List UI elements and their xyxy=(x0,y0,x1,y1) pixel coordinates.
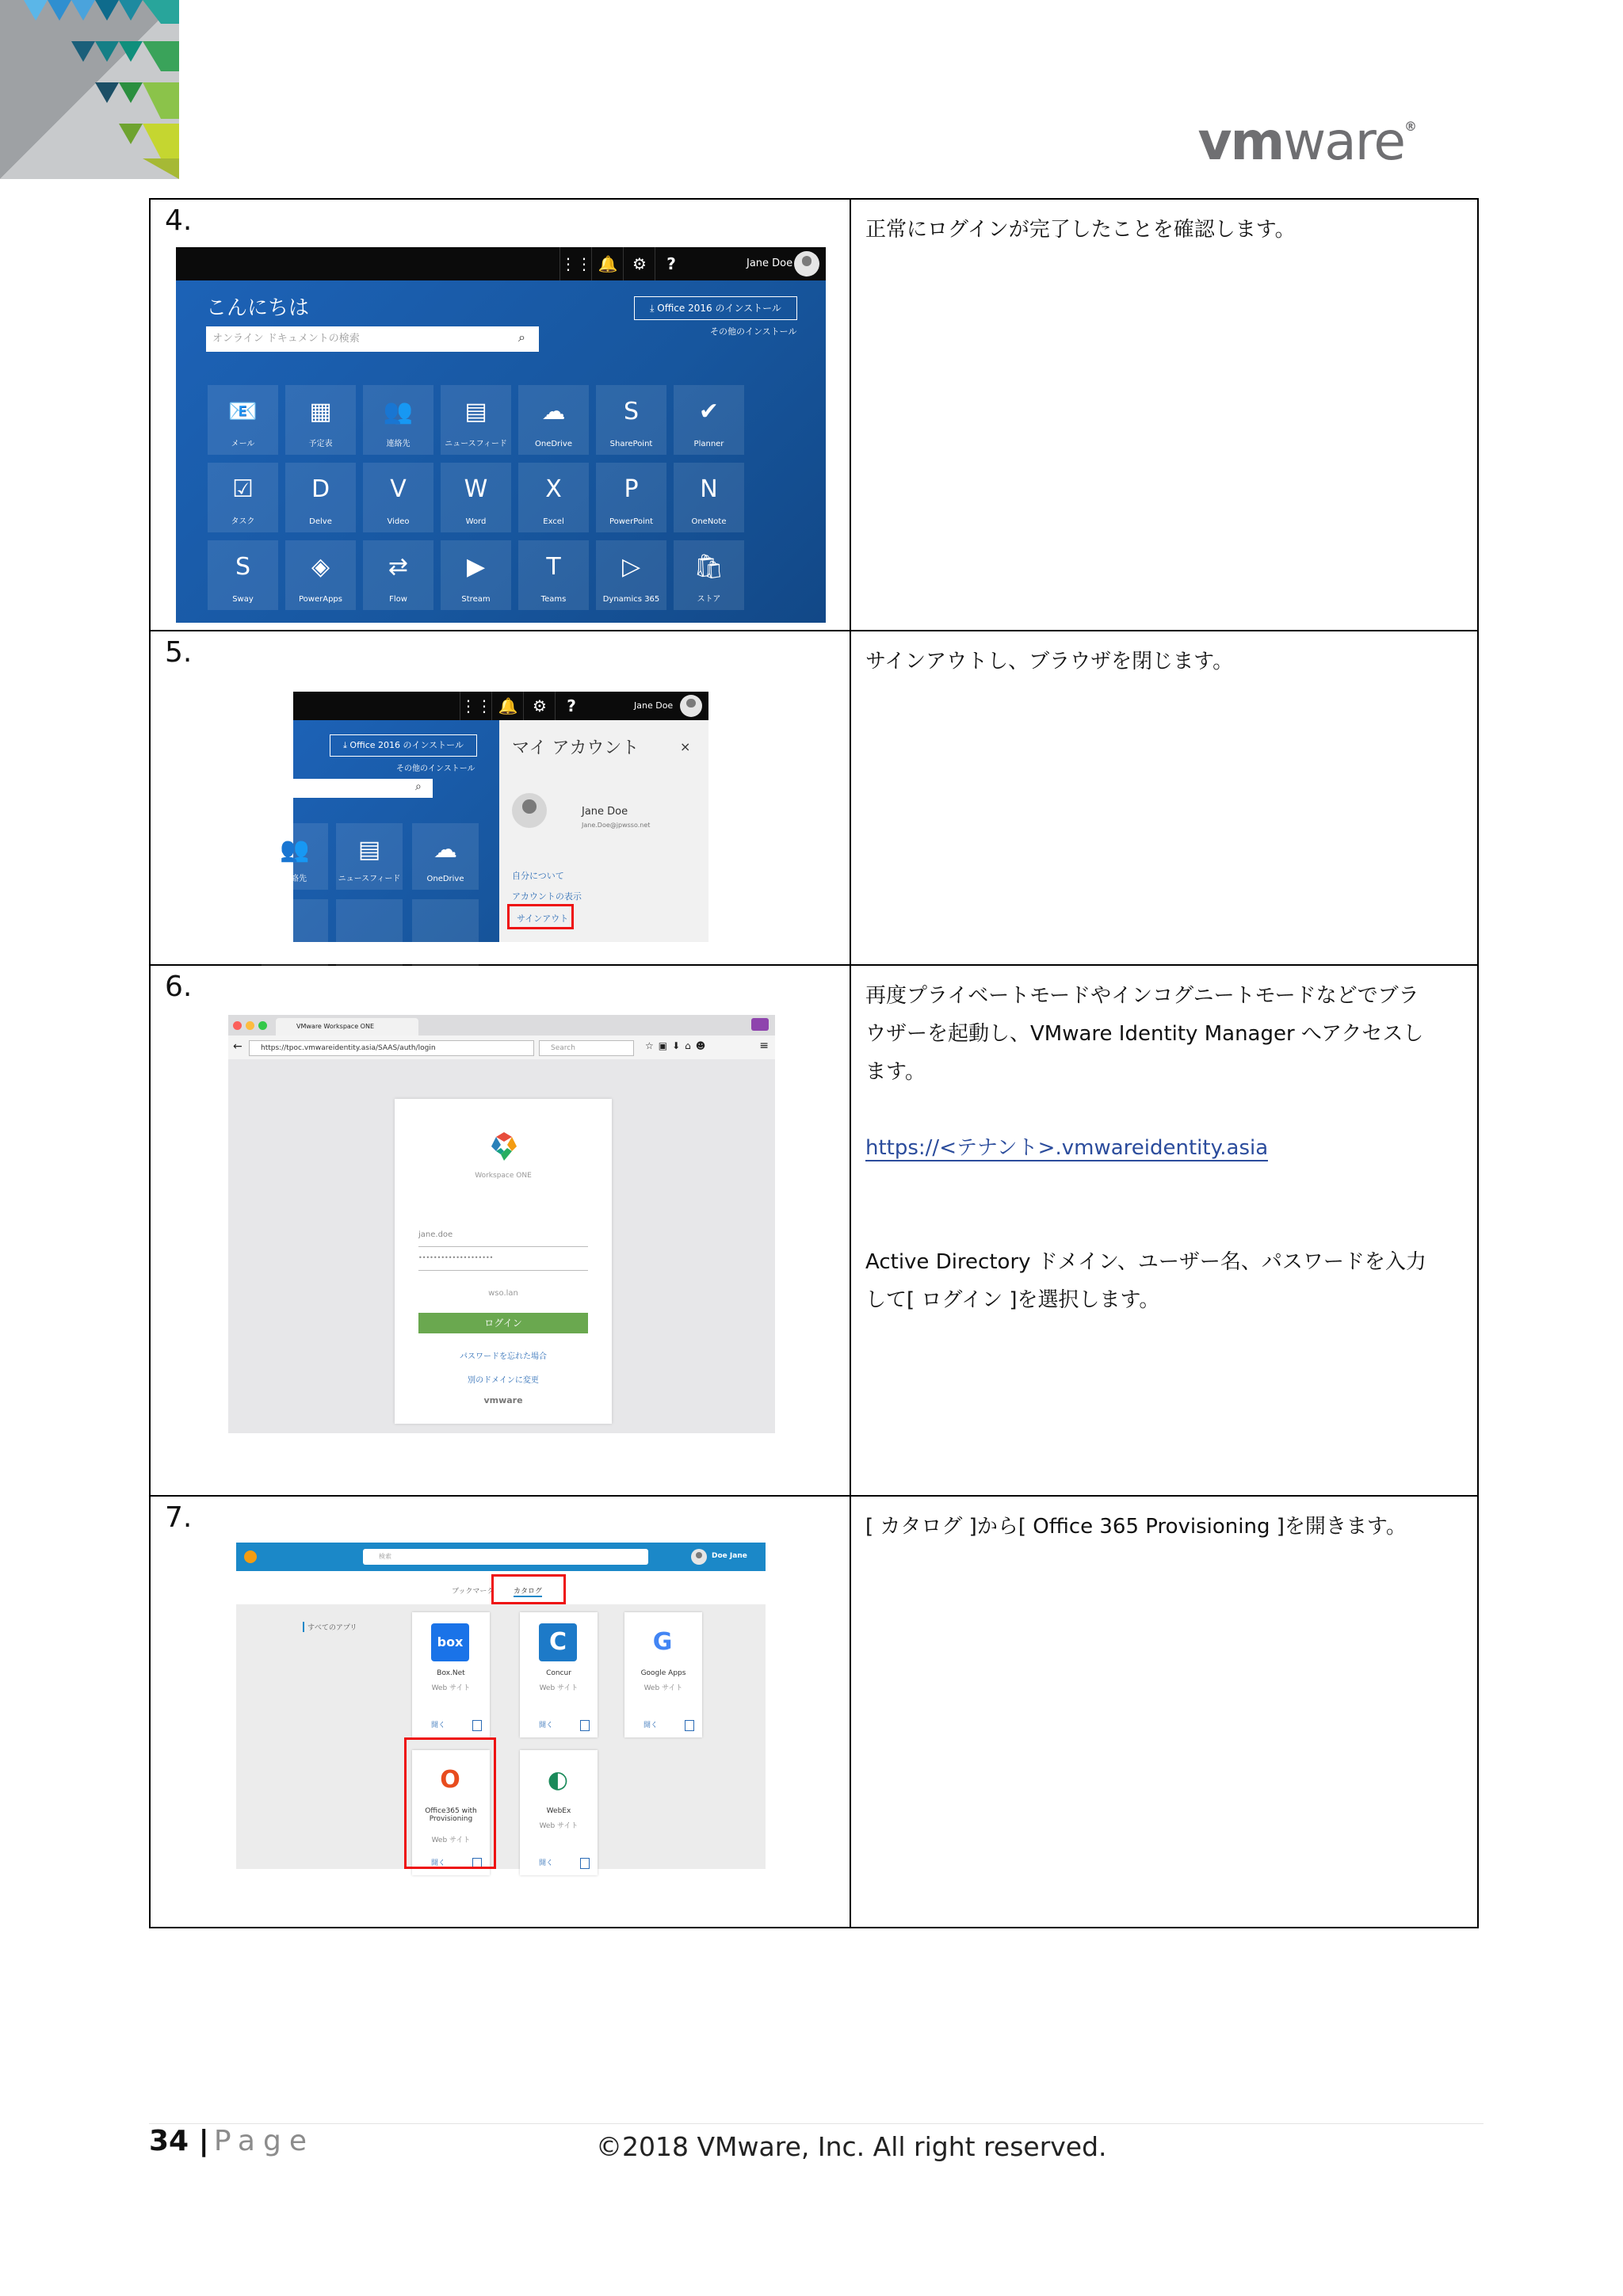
app-card[interactable] xyxy=(520,1612,598,1737)
tile-Sway[interactable] xyxy=(208,540,278,610)
tile-label: Delve xyxy=(309,517,332,526)
app-type: Web サイト xyxy=(539,1684,579,1692)
step-4-screenshot-cell xyxy=(150,199,850,631)
search-icon[interactable]: ⌕ xyxy=(518,330,525,345)
dynamics-icon: ▷ xyxy=(621,553,641,581)
store-icon: 🛍 xyxy=(693,553,724,581)
app-launcher-icon[interactable]: ⋮⋮ xyxy=(460,692,492,720)
forgot-password-link[interactable]: パスワードを忘れた場合 xyxy=(460,1352,547,1361)
tile-連絡先[interactable] xyxy=(363,385,433,455)
video-tile[interactable] xyxy=(412,899,479,966)
address-bar-row xyxy=(228,1035,775,1059)
browser-search-field[interactable]: Search xyxy=(539,1040,634,1056)
tile-Excel[interactable] xyxy=(518,463,589,532)
workspace-top-bar xyxy=(236,1543,766,1571)
toolbar-icons[interactable]: ☆▣⬇⌂☻ xyxy=(645,1040,711,1051)
office-icon: O xyxy=(431,1761,469,1799)
sway-icon: S xyxy=(235,553,251,581)
highlight-box xyxy=(491,1574,566,1604)
tile-Delve[interactable] xyxy=(285,463,356,532)
tile-label: OneDrive xyxy=(426,875,464,883)
tile-label: タスク xyxy=(231,517,255,526)
bell-icon[interactable]: 🔔 xyxy=(491,692,524,720)
delve-icon: D xyxy=(311,475,330,503)
help-icon[interactable]: ? xyxy=(655,247,687,280)
step-5-text-cell xyxy=(850,631,1478,965)
step-6-screenshot-cell xyxy=(150,965,850,1496)
vmware-corner-graphic xyxy=(0,0,179,179)
password-field[interactable]: •••••••••••••••••••• xyxy=(418,1254,588,1271)
step-5-text: サインアウトし、ブラウザを閉じます。 xyxy=(865,650,1234,673)
app-card[interactable] xyxy=(624,1612,702,1737)
step-number: 7. xyxy=(165,1501,193,1534)
app-type: Web サイト xyxy=(539,1822,579,1830)
tile-Flow[interactable] xyxy=(363,540,433,610)
open-button[interactable]: 開く xyxy=(431,1722,446,1730)
account-name: Jane Doe xyxy=(582,806,628,818)
step-4-text-cell xyxy=(850,199,1478,631)
other-install-link[interactable]: その他のインストール xyxy=(710,326,797,337)
user-name[interactable]: Jane Doe xyxy=(634,700,674,711)
word-icon: W xyxy=(464,475,488,503)
my-account-panel xyxy=(499,720,708,942)
bookmark-icon[interactable] xyxy=(472,1720,482,1731)
step-row-6 xyxy=(150,965,1478,1496)
copyright-notice: ©2018 VMware, Inc. All right reserved. xyxy=(596,2131,1107,2162)
about-me-link[interactable]: 自分について xyxy=(512,871,564,881)
step-row-4 xyxy=(150,199,1478,631)
tile-label: Stream xyxy=(461,595,491,604)
tasks-tile[interactable] xyxy=(262,899,328,966)
workspace-one-logo-icon xyxy=(488,1131,520,1162)
avatar xyxy=(512,793,547,828)
step-row-7 xyxy=(150,1496,1478,1928)
maximize-window-icon[interactable] xyxy=(258,1021,267,1030)
people-icon: 👥 xyxy=(383,398,414,425)
google-icon: G xyxy=(643,1623,682,1661)
newsfeed-icon: ▤ xyxy=(464,398,487,425)
tasks-icon: ☑ xyxy=(232,475,254,503)
top-bar xyxy=(176,247,826,280)
tile-label: 予定表 xyxy=(308,440,333,448)
tile-label: OneDrive xyxy=(534,440,573,448)
login-button[interactable]: ログイン xyxy=(418,1313,588,1333)
greeting: こんにちは xyxy=(206,296,310,320)
app-type: Web サイト xyxy=(643,1684,683,1692)
tile-ニュースフィード[interactable] xyxy=(336,823,403,890)
app-type: Web サイト xyxy=(431,1836,471,1844)
close-window-icon[interactable] xyxy=(233,1021,242,1030)
browser-tab[interactable]: VMware Workspace ONE xyxy=(276,1018,418,1035)
vmware-logo: vmware® xyxy=(1197,111,1415,172)
help-icon[interactable]: ? xyxy=(555,692,587,720)
user-name[interactable]: Jane Doe xyxy=(747,257,793,269)
step-5-screenshot-cell xyxy=(150,631,850,965)
tile-label: ニュースフィード xyxy=(338,875,401,883)
tile-Stream[interactable] xyxy=(441,540,511,610)
app-card[interactable] xyxy=(412,1612,490,1737)
teams-icon: T xyxy=(546,553,561,581)
office365-portal-screenshot xyxy=(176,247,826,623)
app-name: Concur xyxy=(546,1669,571,1677)
tile-連絡先[interactable] xyxy=(262,823,328,890)
app-name: Box.Net xyxy=(437,1669,465,1677)
bookmark-icon[interactable] xyxy=(580,1858,590,1869)
search-input[interactable] xyxy=(293,779,433,798)
app-launcher-icon[interactable]: ⋮⋮ xyxy=(559,247,592,280)
app-name: WebEx xyxy=(546,1807,571,1815)
avatar[interactable] xyxy=(680,695,702,717)
concur-icon: C xyxy=(539,1623,577,1661)
close-icon[interactable]: × xyxy=(680,739,691,754)
username-field[interactable]: jane.doe xyxy=(418,1230,588,1247)
tile-label: Flow xyxy=(389,595,407,604)
tile-PowerApps[interactable] xyxy=(285,540,356,610)
tile-label: Video xyxy=(387,517,410,526)
tile-label: Word xyxy=(465,517,487,526)
vmware-small-logo: vmware xyxy=(483,1395,523,1405)
step-7-text: [ カタログ ]から[ Office 365 Provisioning ]を開きます。 xyxy=(865,1515,1407,1539)
tile-Dynamics 365[interactable] xyxy=(596,540,666,610)
domain-field[interactable]: wso.lan xyxy=(488,1289,518,1298)
tile-SharePoint[interactable] xyxy=(596,385,666,455)
people-icon: 👥 xyxy=(280,836,310,864)
powerapps-icon: ◈ xyxy=(311,553,330,581)
highlight-box xyxy=(404,1737,496,1869)
step-number: 5. xyxy=(165,636,193,669)
user-menu[interactable]: Doe Jane xyxy=(712,1552,747,1560)
search-icon[interactable]: ⌕ xyxy=(415,780,422,793)
step-number: 4. xyxy=(165,204,193,237)
stream-icon: ▶ xyxy=(466,553,486,581)
open-button[interactable]: 開く xyxy=(539,1859,554,1867)
tile-label: PowerPoint xyxy=(609,517,654,526)
account-email: Jane.Doe@jpwsso.net xyxy=(582,822,651,829)
private-mode-icon xyxy=(751,1018,769,1031)
open-button[interactable]: 開く xyxy=(431,1859,446,1867)
highlight-box xyxy=(507,904,574,929)
gear-icon[interactable]: ⚙ xyxy=(523,692,556,720)
tenant-url-link[interactable]: https://<テナント>.vmwareidentity.asia xyxy=(865,1136,1269,1160)
tile-予定表[interactable] xyxy=(285,385,356,455)
step-6-text: 再度プライベートモードやインコグニートモードなどでブラ ウザーを起動し、VMware Identity Manager へアクセスし ます。 https://<テナント>.vmwareidentity.asia Active Directory ドメイン、ユーザー名、パスワードを入力 して[ ログイン ]を選択します。 xyxy=(865,984,1426,1312)
bookmark-icon[interactable] xyxy=(580,1720,590,1731)
box-icon: box xyxy=(431,1623,469,1661)
webex-icon: ◐ xyxy=(539,1761,577,1799)
footer-divider xyxy=(149,2123,1484,2124)
tile-Video[interactable] xyxy=(363,463,433,532)
tile-label: 連絡先 xyxy=(386,440,411,448)
tile-タスク[interactable] xyxy=(208,463,278,532)
open-button[interactable]: 開く xyxy=(539,1722,554,1730)
tile-Teams[interactable] xyxy=(518,540,589,610)
delve-tile[interactable] xyxy=(336,899,403,966)
tile-label: PowerApps xyxy=(299,595,342,604)
onedrive-icon: ☁ xyxy=(433,836,457,864)
tab-catalog[interactable]: カタログ xyxy=(514,1585,542,1597)
tab-bar xyxy=(228,1015,775,1035)
step-7-screenshot-cell xyxy=(150,1496,850,1928)
panel-title: マイ アカウント xyxy=(512,738,640,758)
workspace-logo-icon xyxy=(244,1550,257,1563)
view-account-link[interactable]: アカウントの表示 xyxy=(512,891,582,902)
gear-icon[interactable]: ⚙ xyxy=(623,247,655,280)
step-7-text-cell xyxy=(850,1496,1478,1928)
onedrive-icon: ☁ xyxy=(541,398,566,425)
account-panel-screenshot xyxy=(280,692,708,942)
tile-label: Sway xyxy=(232,595,254,604)
planner-icon: ✔ xyxy=(698,398,720,425)
search-input[interactable]: オンライン ドキュメントの検索 xyxy=(206,326,539,352)
tile-ニュースフィード[interactable] xyxy=(441,385,511,455)
sharepoint-icon: S xyxy=(623,398,640,425)
brand-label: Workspace ONE xyxy=(475,1172,532,1180)
minimize-window-icon[interactable] xyxy=(246,1021,254,1030)
avatar[interactable] xyxy=(794,251,819,277)
all-apps-label: すべてのアプリ xyxy=(303,1622,357,1632)
menu-icon[interactable]: ≡ xyxy=(759,1039,769,1052)
mail-icon: 📧 xyxy=(227,398,258,425)
install-office-button[interactable]: ⤓ Office 2016 のインストール xyxy=(330,734,477,757)
login-card xyxy=(395,1099,612,1424)
step-row-5 xyxy=(150,631,1478,965)
bell-icon[interactable]: 🔔 xyxy=(591,247,624,280)
back-icon[interactable]: ← xyxy=(233,1040,242,1053)
flow-icon: ⇄ xyxy=(388,553,409,581)
step-6-text-cell xyxy=(850,965,1478,1496)
calendar-icon: ▦ xyxy=(309,398,332,425)
page-number: 34 | Page xyxy=(149,2125,315,2157)
tile-メール[interactable] xyxy=(208,385,278,455)
app-name: Office365 with Provisioning xyxy=(425,1807,477,1823)
app-card[interactable] xyxy=(520,1750,598,1875)
tile-Word[interactable] xyxy=(441,463,511,532)
powerpoint-icon: P xyxy=(624,475,639,503)
tile-OneNote[interactable] xyxy=(674,463,744,532)
sign-out-link[interactable]: サインアウト xyxy=(517,913,569,924)
tile-label: メール xyxy=(231,440,255,448)
open-button[interactable]: 開く xyxy=(643,1722,659,1730)
app-type: Web サイト xyxy=(431,1684,471,1692)
tab-bookmarks[interactable]: ブックマーク xyxy=(452,1588,495,1596)
step-4-text: 正常にログインが完了したことを確認します。 xyxy=(865,218,1296,242)
step-number: 6. xyxy=(165,971,193,1003)
tile-label: SharePoint xyxy=(609,440,653,448)
steps-table xyxy=(149,198,1479,1928)
catalog-search-input[interactable]: 検索 xyxy=(363,1549,648,1565)
tile-label: Dynamics 365 xyxy=(602,595,660,604)
tile-label: 連絡先 xyxy=(283,875,307,883)
tile-OneDrive[interactable] xyxy=(518,385,589,455)
tile-Planner[interactable] xyxy=(674,385,744,455)
tile-label: OneNote xyxy=(691,517,727,526)
tile-OneDrive[interactable] xyxy=(412,823,479,890)
change-domain-link[interactable]: 別のドメインに変更 xyxy=(468,1376,539,1385)
url-field[interactable]: https://tpoc.vmwareidentity.asia/SAAS/auth/login xyxy=(249,1040,534,1056)
workspace-catalog-screenshot xyxy=(236,1543,766,1869)
newsfeed-icon: ▤ xyxy=(357,836,381,864)
other-install-link[interactable]: その他のインストール xyxy=(396,765,475,773)
install-office-button[interactable]: ⤓ Office 2016 のインストール xyxy=(634,296,797,320)
tile-label: ニュースフィード xyxy=(445,440,507,448)
tile-label: Teams xyxy=(540,595,567,604)
excel-icon: X xyxy=(545,475,562,503)
video-icon: V xyxy=(390,475,407,503)
tile-PowerPoint[interactable] xyxy=(596,463,666,532)
onenote-icon: N xyxy=(700,475,718,503)
app-name: Google Apps xyxy=(640,1669,686,1677)
tile-label: Excel xyxy=(543,517,564,526)
avatar[interactable] xyxy=(691,1549,707,1565)
tile-label: ストア xyxy=(697,595,721,604)
bookmark-icon[interactable] xyxy=(685,1720,694,1731)
tile-ストア[interactable] xyxy=(674,540,744,610)
tile-label: Planner xyxy=(693,440,724,448)
browser-login-screenshot xyxy=(228,1015,775,1433)
